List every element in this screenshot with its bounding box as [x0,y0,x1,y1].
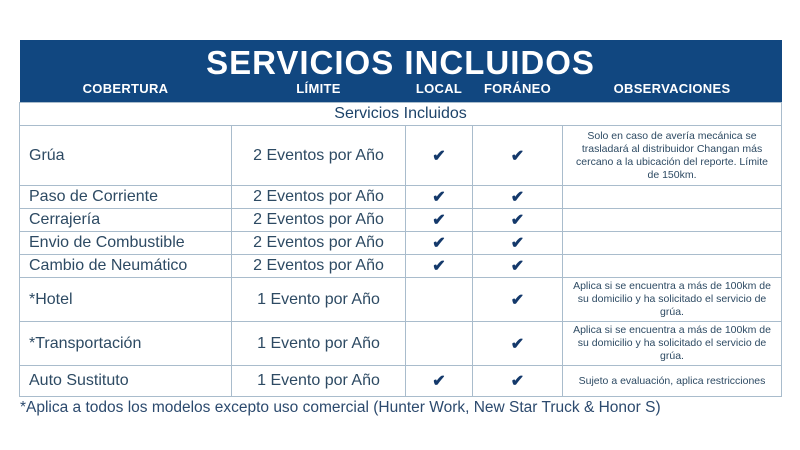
coverage-name-cell: Auto Sustituto [20,366,232,397]
table-row [20,366,782,397]
coverage-name-cell: *Transportación [20,322,232,366]
coverage-name-cell: Cambio de Neumático [20,255,232,278]
foraneo-check-icon: ✔ [473,232,563,255]
foraneo-check-icon: ✔ [473,186,563,209]
coverage-limit-cell: 2 Eventos por Año [232,126,406,186]
observations-cell: Aplica si se encuentra a más de 100km de su domicilio y ha solicitado el servicio de grúa. [563,278,782,322]
observations-cell [563,232,782,255]
local-check-icon: ✔ [406,209,473,232]
local-check-icon: ✔ [406,366,473,397]
local-check-icon: ✔ [406,126,473,186]
observations-cell: Sujeto a evaluación, aplica restricciones [563,366,782,397]
foraneo-check-icon: ✔ [473,255,563,278]
foraneo-check-icon: ✔ [473,126,563,186]
title-row [20,40,782,81]
table-row [20,322,782,366]
coverage-name-cell: Grúa [20,126,232,186]
local-check-icon: ✔ [406,255,473,278]
coverage-name-cell: Envio de Combustible [20,232,232,255]
coverage-name-cell: Cerrajería [20,209,232,232]
col-header-limite: LÍMITE [232,81,406,103]
col-header-observaciones: OBSERVACIONES [563,81,782,103]
services-table [19,40,782,397]
table-row [20,209,782,232]
table-row [20,278,782,322]
local-check-icon [406,278,473,322]
footnote: *Aplica a todos los modelos excepto uso comercial (Hunter Work, New Star Truck & Honor S) [20,399,661,416]
coverage-limit-cell: 2 Eventos por Año [232,186,406,209]
section-header-row [20,103,782,126]
table-row [20,186,782,209]
local-check-icon [406,322,473,366]
column-header-row [20,81,782,103]
observations-cell [563,186,782,209]
coverage-name-cell: *Hotel [20,278,232,322]
table-header [20,40,782,103]
table-row [20,232,782,255]
coverage-limit-cell: 2 Eventos por Año [232,209,406,232]
local-check-icon: ✔ [406,232,473,255]
local-check-icon: ✔ [406,186,473,209]
section-header: Servicios Incluidos [20,103,782,126]
page-title: SERVICIOS INCLUIDOS [20,40,782,81]
foraneo-check-icon: ✔ [473,366,563,397]
coverage-limit-cell: 2 Eventos por Año [232,232,406,255]
observations-cell: Aplica si se encuentra a más de 100km de su domicilio y ha solicitado el servicio de grúa. [563,322,782,366]
observations-cell [563,255,782,278]
foraneo-check-icon: ✔ [473,322,563,366]
observations-cell: Solo en caso de avería mecánica se trasladará al distribuidor Changan más cercano a la ubicación del reporte. Límite de 150km. [563,126,782,186]
observations-cell [563,209,782,232]
col-header-foraneo: FORÁNEO [473,81,563,103]
table-row [20,255,782,278]
coverage-limit-cell: 1 Evento por Año [232,322,406,366]
table-row [20,126,782,186]
col-header-cobertura: COBERTURA [20,81,232,103]
coverage-limit-cell: 2 Eventos por Año [232,255,406,278]
coverage-limit-cell: 1 Evento por Año [232,366,406,397]
foraneo-check-icon: ✔ [473,278,563,322]
col-header-local: LOCAL [406,81,473,103]
foraneo-check-icon: ✔ [473,209,563,232]
coverage-name-cell: Paso de Corriente [20,186,232,209]
coverage-limit-cell: 1 Evento por Año [232,278,406,322]
